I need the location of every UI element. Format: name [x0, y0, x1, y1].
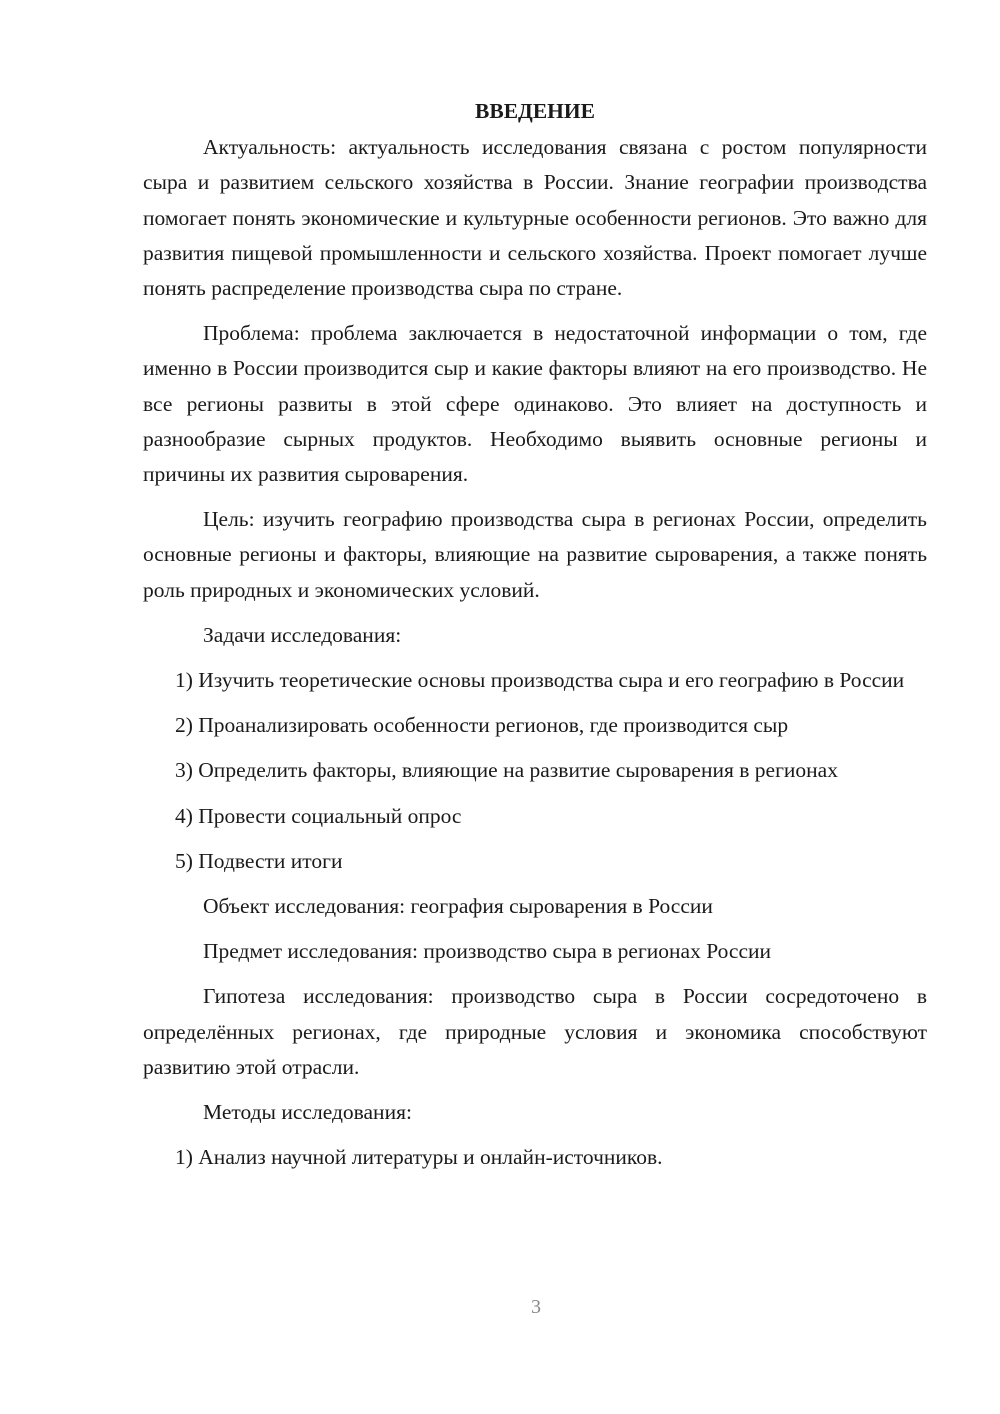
- relevance-paragraph: Актуальность: актуальность исследования связана с ростом популярности сыра и развитием сельского хозяйства в России. Знание географии производства помогает понять экономические и культурные особенности регионов. Это важно для развития пищевой промышленности и сельского хозяйства. Проект помогает лучше понять распределение производства сыра по стране.: [143, 135, 927, 301]
- document-body: [143, 94, 927, 1185]
- task-item: 5) Подвести итоги: [175, 848, 343, 873]
- problem-paragraph: Проблема: проблема заключается в недостаточной информации о том, где именно в России производится сыр и какие факторы влияют на его производство. Не все регионы развиты в этой сфере одинаково. Это влияет на доступность и разнообразие сырных продуктов. Необходимо выявить основные регионы и причины их развития сыроварения.: [143, 321, 927, 487]
- research-hypothesis: Гипотеза исследования: производство сыра в России сосредоточено в определённых регионах, где природные условия и экономика способствуют развитию этой отрасли.: [143, 984, 927, 1079]
- methods-heading: Методы исследования:: [203, 1100, 412, 1125]
- goal-paragraph: Цель: изучить географию производства сыра в регионах России, определить основные регионы и факторы, влияющие на развитие сыроварения, а также понять роль природных и экономических условий.: [143, 507, 927, 602]
- task-item: 3) Определить факторы, влияющие на развитие сыроварения в регионах: [175, 758, 838, 783]
- task-item: 2) Проанализировать особенности регионов, где производится сыр: [175, 713, 789, 738]
- research-subject: Предмет исследования: производство сыра в регионах России: [203, 939, 771, 964]
- research-object: Объект исследования: география сыроварения в России: [203, 894, 713, 919]
- method-item: 1) Анализ научной литературы и онлайн-источников.: [175, 1145, 663, 1170]
- task-item: 1) Изучить теоретические основы производства сыра и его географию в России: [175, 668, 905, 693]
- task-item: 4) Провести социальный опрос: [175, 803, 462, 828]
- tasks-heading: Задачи исследования:: [203, 622, 402, 647]
- document-title: ВВЕДЕНИЕ: [475, 99, 595, 123]
- page-number: 3: [531, 1296, 541, 1318]
